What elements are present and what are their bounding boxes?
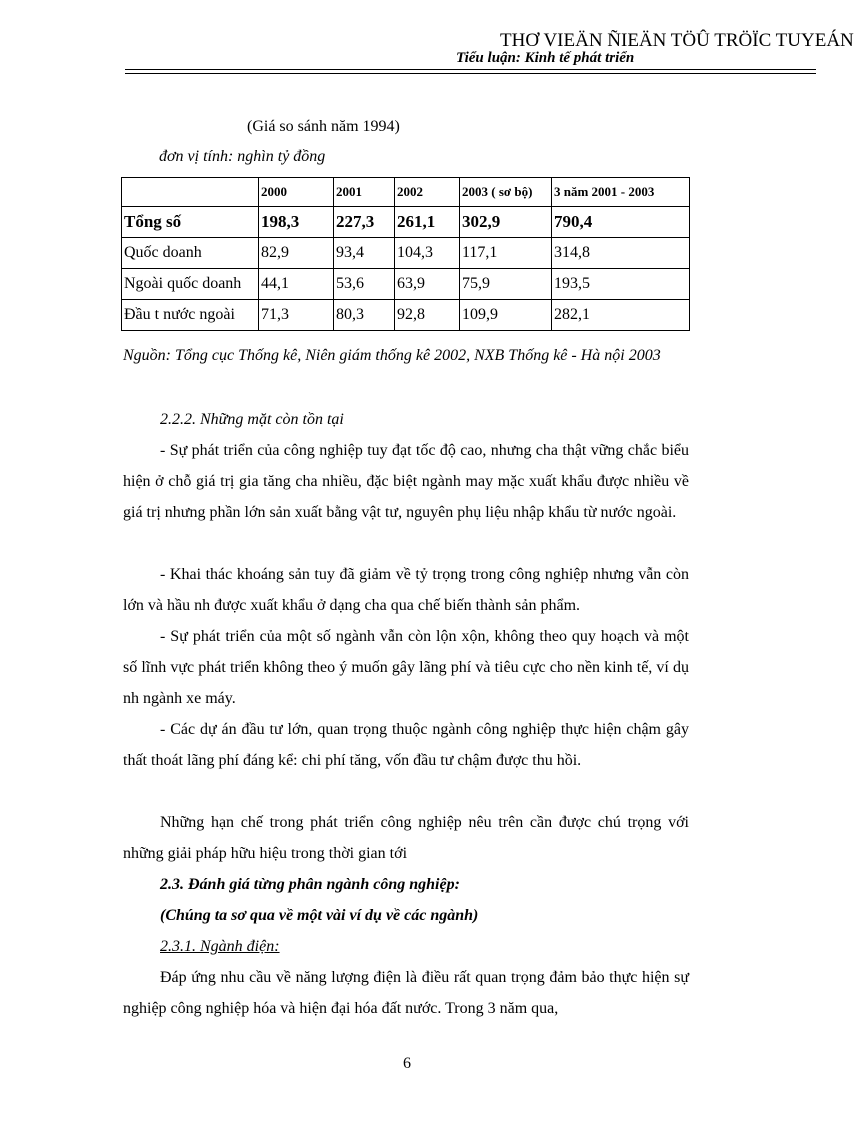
table-row <box>122 238 690 269</box>
table-header-cell: 2001 <box>334 178 395 207</box>
table-row <box>122 269 690 300</box>
header-watermark: THƠ VIEÄN ÑIEÄN TÖÛ TRÖÏC TUYEÁN <box>500 30 854 51</box>
table-cell: 261,1 <box>395 207 460 238</box>
section-subheading-2-3: (Chúng ta sơ qua về một vài ví dụ về các ngành) <box>160 907 479 924</box>
table-cell: 53,6 <box>334 269 395 300</box>
table-cell: 109,9 <box>460 300 552 331</box>
bullet-paragraph: - Sự phát triển của công nghiệp tuy đạt tốc độ cao, nhưng cha thật vững chắc biểu hiện ở chỗ giá trị gia tăng cha nhiều, đặc biệt ngành may mặc xuất khẩu được nhiều về giá trị nhưng phần lớn sản xuất bằng vật tư, nguyên phụ liệu nhập khẩu từ nước ngoài. <box>123 442 689 521</box>
source-note: Nguồn: Tổng cục Thống kê, Niên giám thống kê 2002, NXB Thống kê - Hà nội 2003 <box>123 347 661 364</box>
section-heading-2-3-1 <box>123 931 689 962</box>
header-title: Tiểu luận: Kinh tế phát triển <box>456 50 635 66</box>
bullet-paragraph: - Các dự án đầu tư lớn, quan trọng thuộc ngành công nghiệp thực hiện chậm gây thất thoát lãng phí đáng kể: chi phí tăng, vốn đầu tư chậm được thu hồi. <box>123 721 689 769</box>
page-number: 6 <box>403 1055 411 1072</box>
table-cell: Quốc doanh <box>122 238 259 269</box>
table-cell: 790,4 <box>552 207 690 238</box>
table-cell: 63,9 <box>395 269 460 300</box>
table-row-total <box>122 207 690 238</box>
table-cell: 104,3 <box>395 238 460 269</box>
electricity-paragraph: Đáp ứng nhu cầu về năng lượng điện là điều rất quan trọng đảm bảo thực hiện sự nghiệp công nghiệp hóa và hiện đại hóa đất nước. Trong 3 năm qua, <box>123 969 689 1017</box>
table-cell: 198,3 <box>259 207 334 238</box>
table-row <box>122 300 690 331</box>
table-cell: 302,9 <box>460 207 552 238</box>
table-header-cell: 2003 ( sơ bộ) <box>460 178 552 207</box>
table-cell: 92,8 <box>395 300 460 331</box>
table-header-cell: 2000 <box>259 178 334 207</box>
table-cell: Tổng số <box>122 207 259 238</box>
section-heading-2-2-2: 2.2.2. Những mặt còn tồn tại <box>160 411 344 428</box>
table-cell: 82,9 <box>259 238 334 269</box>
table-header-cell: 3 năm 2001 - 2003 <box>552 178 690 207</box>
bullet-paragraph: - Khai thác khoáng sản tuy đã giảm về tỷ trọng trong công nghiệp nhưng vẫn còn lớn và hầu nh được xuất khẩu ở dạng cha qua chế biến thành sản phẩm. <box>123 566 689 614</box>
table-cell: 93,4 <box>334 238 395 269</box>
bullet-paragraph: - Sự phát triển của một số ngành vẫn còn lộn xộn, không theo quy hoạch và một số lĩnh vực phát triển không theo ý muốn gây lãng phí và tiêu cực cho nền kinh tế, ví dụ nh ngành xe máy. <box>123 628 689 707</box>
table-cell: 227,3 <box>334 207 395 238</box>
table-cell: 282,1 <box>552 300 690 331</box>
table-cell: 193,5 <box>552 269 690 300</box>
header-rule-thin <box>125 73 816 74</box>
table-header-row <box>122 178 690 207</box>
table-cell: 80,3 <box>334 300 395 331</box>
table-cell: 71,3 <box>259 300 334 331</box>
table-cell: 75,9 <box>460 269 552 300</box>
table-header-cell <box>122 178 259 207</box>
table-cell: Đầu t nước ngoài <box>122 300 259 331</box>
section-heading-2-3: 2.3. Đánh giá từng phân ngành công nghiệp: <box>160 876 460 893</box>
table-cell: Ngoài quốc doanh <box>122 269 259 300</box>
section-heading-2-3-1-text: 2.3.1. Ngành điện: <box>160 938 280 955</box>
conclusion-paragraph: Những hạn chế trong phát triển công nghiệp nêu trên cần được chú trọng với những giải pháp hữu hiệu trong thời gian tới <box>123 814 689 862</box>
header-rule <box>125 69 816 70</box>
table-header-cell: 2002 <box>395 178 460 207</box>
table-cell: 44,1 <box>259 269 334 300</box>
industry-output-table <box>121 177 690 331</box>
unit-caption: đơn vị tính: nghìn tỷ đồng <box>159 148 326 165</box>
table-cell: 117,1 <box>460 238 552 269</box>
table-cell: 314,8 <box>552 238 690 269</box>
price-basis-caption: (Giá so sánh năm 1994) <box>247 118 400 135</box>
